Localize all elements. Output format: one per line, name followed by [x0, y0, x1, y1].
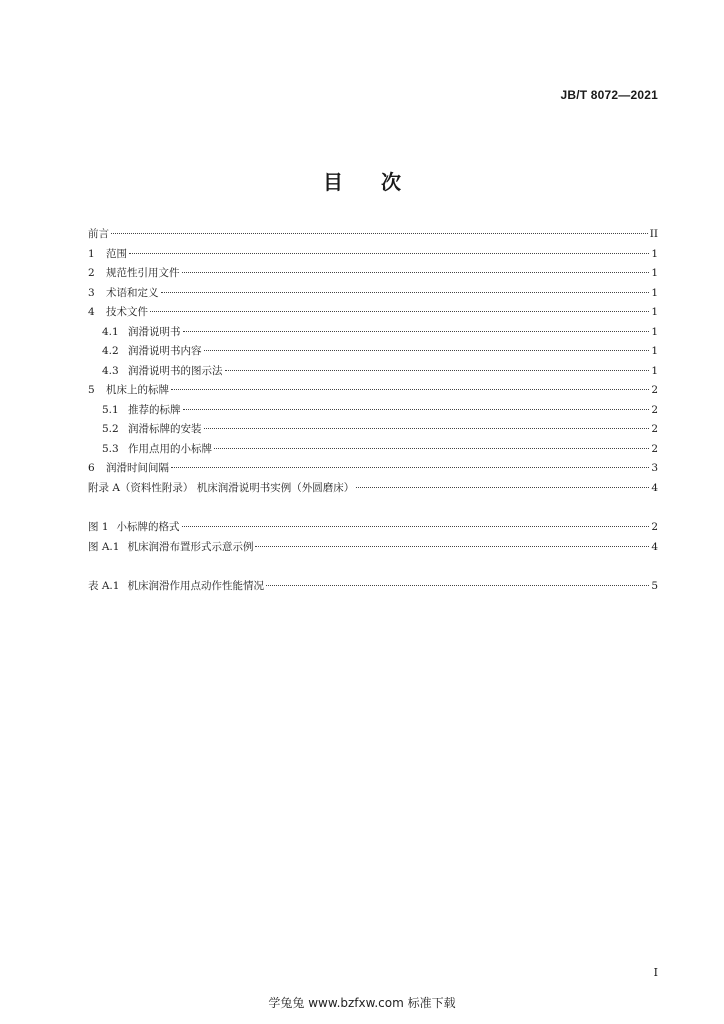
leader-dots [225, 370, 650, 371]
leader-dots [182, 272, 650, 273]
toc-page: 5 [651, 580, 658, 592]
toc-page: 4 [651, 481, 658, 494]
leader-dots [266, 585, 649, 586]
toc-number: 6 [88, 462, 95, 474]
toc-number: 2 [88, 267, 95, 279]
toc-number: 5.1 [102, 403, 119, 416]
toc-label: 润滑说明书内容 [128, 345, 202, 357]
toc-label: 推荐的标牌 [128, 403, 181, 416]
standard-code: JB/T 8072—2021 [560, 88, 658, 102]
toc-page: 1 [651, 364, 658, 377]
toc-page: 1 [651, 286, 658, 299]
toc-entry-5[interactable] [88, 381, 658, 401]
toc-page: 1 [651, 267, 658, 279]
footer-watermark: 学兔兔 www.bzfxw.com 标准下载 [268, 996, 456, 1010]
leader-dots [171, 467, 649, 468]
toc-label: 前言 [88, 228, 109, 240]
toc-page: 1 [651, 345, 658, 357]
toc-number: 图 1 [88, 521, 109, 533]
spacer [88, 557, 658, 577]
toc-number: 表 A.1 [88, 580, 120, 592]
toc-page: II [649, 228, 658, 240]
leader-dots [129, 253, 649, 254]
toc-label: 机床润滑作用点动作性能情况 [127, 580, 264, 592]
toc-page: 2 [651, 521, 658, 533]
toc-entry-4-2[interactable] [88, 342, 658, 362]
page-title [0, 166, 724, 195]
toc-entry-5-3[interactable] [88, 440, 658, 460]
toc-label: 机床上的标牌 [106, 384, 169, 396]
toc-label: 润滑时间间隔 [106, 462, 169, 474]
toc-entry-figure-1[interactable] [88, 518, 658, 538]
toc-page: 2 [651, 442, 658, 455]
leader-dots [255, 546, 649, 547]
toc-page: 1 [651, 325, 658, 338]
toc-entry-1[interactable] [88, 245, 658, 265]
toc-number: 4 [88, 306, 95, 318]
toc-page: 2 [651, 403, 658, 416]
leader-dots [111, 233, 648, 234]
toc-label: 机床润滑布置形式示意示例 [127, 540, 254, 553]
leader-dots [150, 311, 649, 312]
leader-dots [356, 487, 649, 488]
toc-entry-3[interactable] [88, 284, 658, 304]
leader-dots [161, 292, 650, 293]
toc-label: 规范性引用文件 [106, 267, 180, 279]
toc-number: 5.2 [102, 423, 119, 435]
toc-label: 术语和定义 [106, 286, 159, 299]
leader-dots [214, 448, 649, 449]
toc-number: 3 [88, 286, 95, 299]
leader-dots [204, 428, 650, 429]
toc-entry-5-2[interactable] [88, 420, 658, 440]
toc-label: 润滑说明书 [128, 325, 181, 338]
toc-number: 5 [88, 384, 95, 396]
toc-page: 1 [651, 247, 658, 260]
toc-entry-4-3[interactable] [88, 362, 658, 382]
toc-page: 3 [651, 462, 658, 474]
leader-dots [183, 409, 650, 410]
toc-page: 1 [651, 306, 658, 318]
toc-number: 4.1 [102, 325, 119, 338]
title-part-1: 目 [323, 170, 343, 194]
page-number: I [653, 966, 658, 979]
toc-entry-4[interactable] [88, 303, 658, 323]
toc-label: 小标牌的格式 [116, 521, 180, 533]
toc-number: 5.3 [102, 442, 119, 455]
spacer [88, 498, 658, 518]
toc-entry-table-a1[interactable] [88, 577, 658, 597]
leader-dots [182, 526, 650, 527]
toc-number: 图 A.1 [88, 540, 120, 553]
toc-page: 4 [651, 540, 658, 553]
toc-label: 润滑标牌的安装 [128, 423, 202, 435]
toc-number: 4.3 [102, 364, 119, 377]
toc-entry-5-1[interactable] [88, 401, 658, 421]
leader-dots [171, 389, 649, 390]
toc-number: 4.2 [102, 345, 119, 357]
toc-entry-foreword[interactable] [88, 225, 658, 245]
toc-page: 2 [651, 423, 658, 435]
leader-dots [204, 350, 650, 351]
title-part-2: 次 [381, 170, 401, 194]
leader-dots [183, 331, 650, 332]
toc-page: 2 [651, 384, 658, 396]
toc-label: 附录 A（资料性附录） 机床润滑说明书实例（外圆磨床） [88, 481, 355, 494]
toc-entry-4-1[interactable] [88, 323, 658, 343]
toc-number: 1 [88, 247, 95, 260]
toc-entry-2[interactable] [88, 264, 658, 284]
toc-label: 润滑说明书的图示法 [128, 364, 223, 377]
toc-entry-6[interactable] [88, 459, 658, 479]
toc-label: 范围 [106, 247, 127, 260]
toc-label: 作用点用的小标牌 [128, 442, 212, 455]
toc-entry-figure-a1[interactable] [88, 538, 658, 558]
table-of-contents [88, 225, 658, 597]
toc-entry-appendix-a[interactable] [88, 479, 658, 499]
toc-label: 技术文件 [106, 306, 148, 318]
